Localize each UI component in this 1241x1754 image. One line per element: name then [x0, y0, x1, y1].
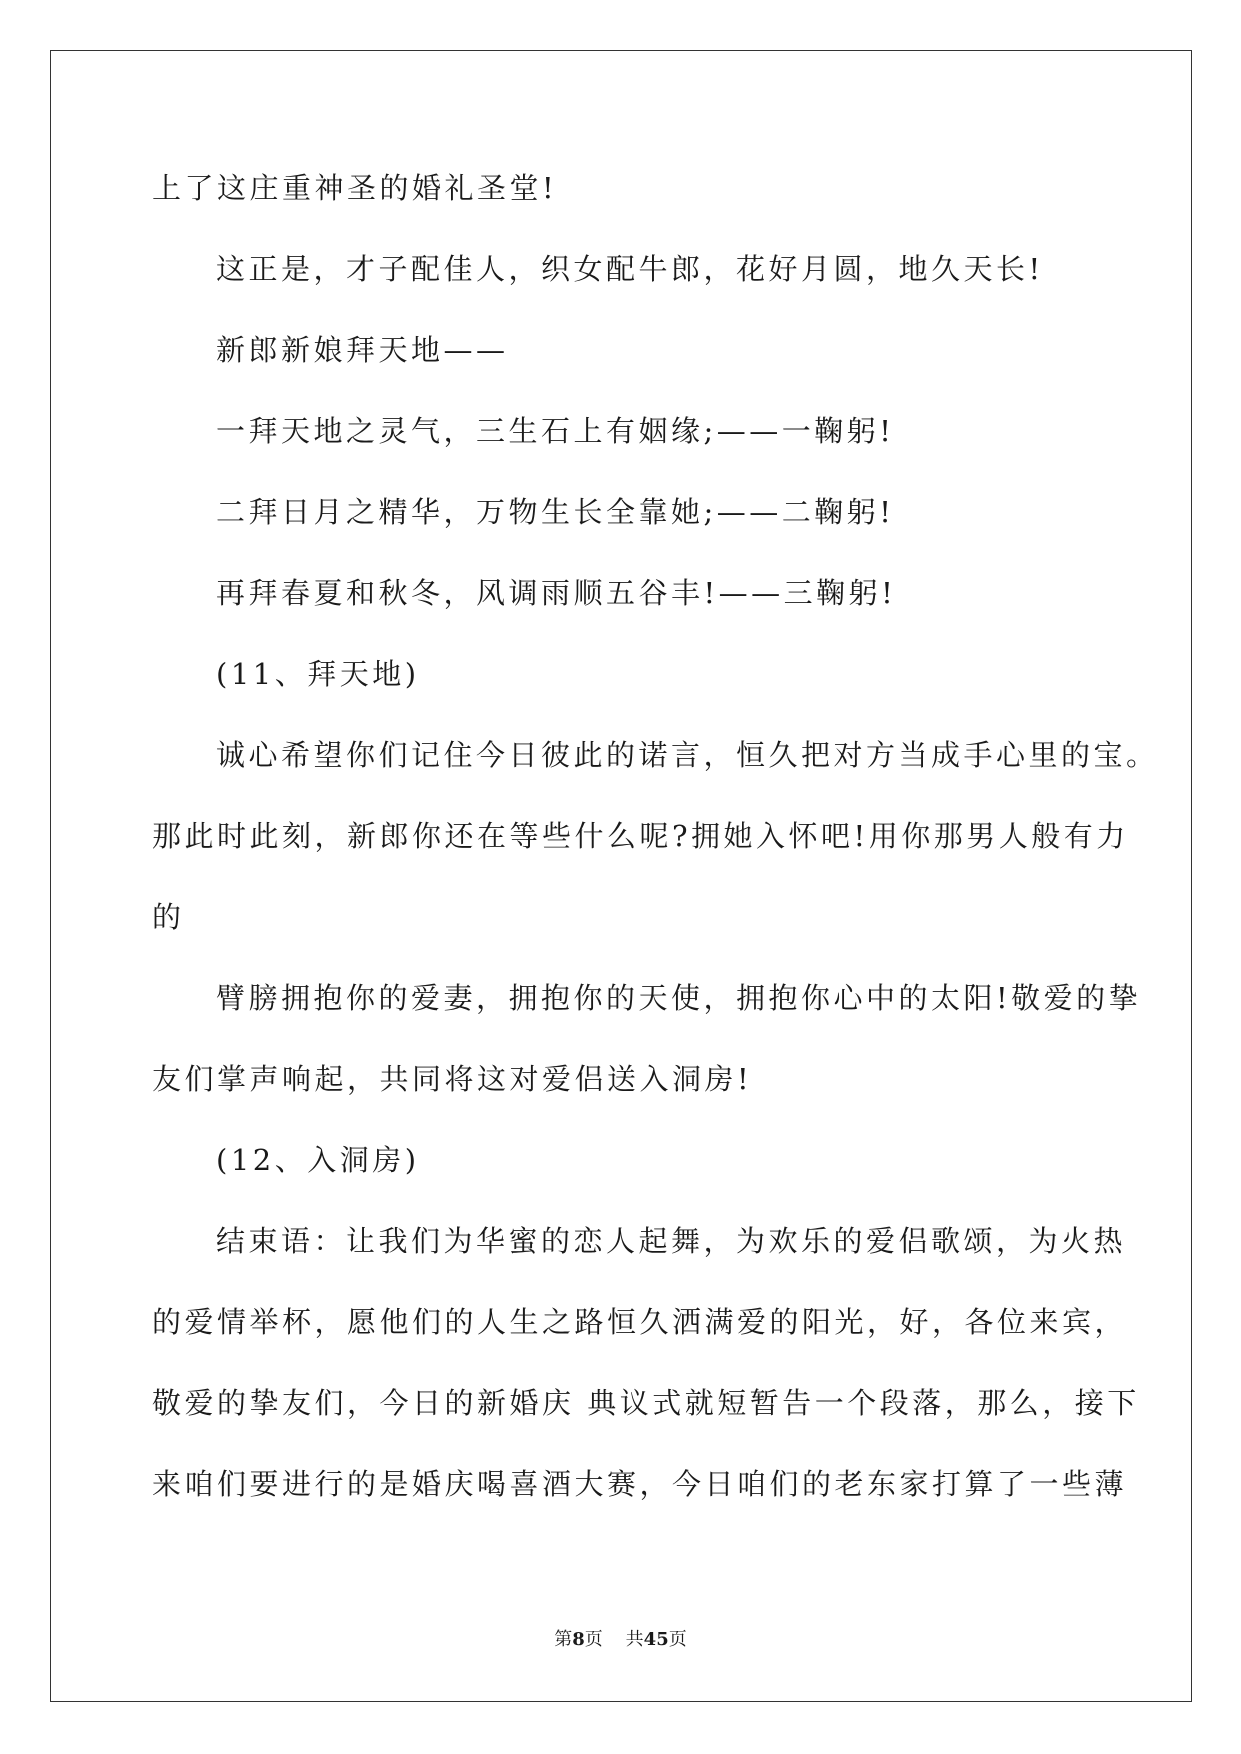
total-prefix: 共 — [625, 1629, 644, 1650]
section-label: (12、入洞房) — [216, 1143, 420, 1177]
text-line: 友们掌声响起，共同将这对爱侣送入洞房! — [152, 1062, 753, 1096]
text-line: 一拜天地之灵气，三生石上有姻缘;——一鞠躬! — [216, 414, 895, 448]
text-line: 那此时此刻，新郎你还在等些什么呢?拥她入怀吧!用你那男人般有力 — [152, 819, 1129, 853]
text-line: 敬爱的挚友们，今日的新婚庆 典议式就短暂告一个段落，那么，接下 — [152, 1386, 1140, 1420]
text-line: 新郎新娘拜天地—— — [216, 333, 509, 367]
text-line: 这正是，才子配佳人，织女配牛郎，花好月圆，地久天长! — [216, 252, 1044, 286]
text-line: 结束语：让我们为华蜜的恋人起舞，为欢乐的爱侣歌颂，为火热 — [216, 1224, 1127, 1258]
total-pages: 45 — [643, 1629, 669, 1650]
page-border — [50, 50, 1192, 1702]
total-suffix: 页 — [668, 1629, 687, 1650]
text-line: 臂膀拥抱你的爱妻，拥抱你的天使，拥抱你心中的太阳!敬爱的挚 — [216, 981, 1142, 1015]
page-number: 8 — [572, 1629, 585, 1650]
page-suffix: 页 — [584, 1629, 603, 1650]
page-footer — [0, 1628, 1241, 1652]
text-line: 二拜日月之精华，万物生长全靠她;——二鞠躬! — [216, 495, 895, 529]
text-line: 诚心希望你们记住今日彼此的诺言，恒久把对方当成手心里的宝。 — [216, 738, 1159, 772]
text-line: 的 — [152, 900, 185, 934]
text-line: 再拜春夏和秋冬，风调雨顺五谷丰!——三鞠躬! — [216, 576, 897, 610]
page-prefix: 第 — [554, 1629, 573, 1650]
text-line: 上了这庄重神圣的婚礼圣堂! — [152, 171, 558, 205]
section-label: (11、拜天地) — [216, 657, 420, 691]
text-line: 的爱情举杯，愿他们的人生之路恒久洒满爱的阳光，好，各位来宾， — [152, 1305, 1128, 1339]
text-line: 来咱们要进行的是婚庆喝喜酒大赛，今日咱们的老东家打算了一些薄 — [152, 1467, 1128, 1501]
